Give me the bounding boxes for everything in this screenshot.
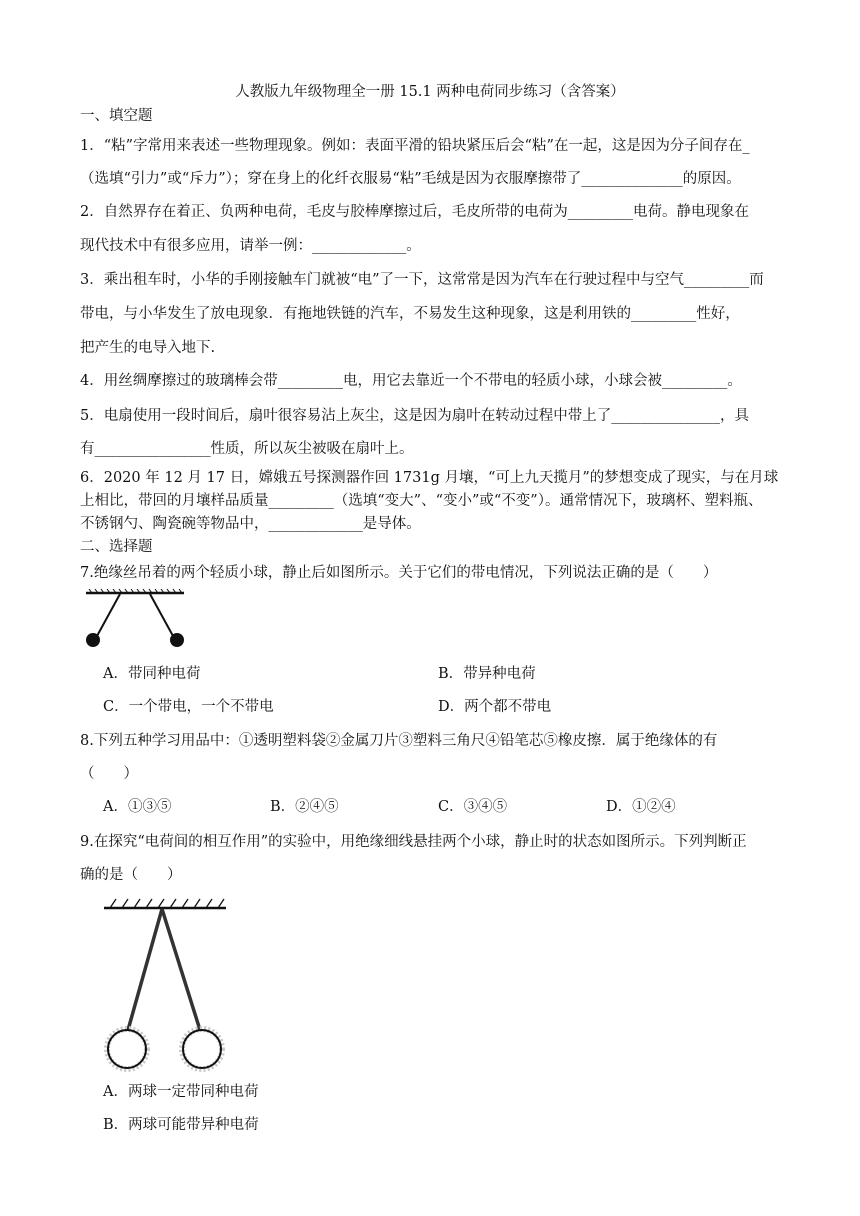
question-8-line-1: 8.下列五种学习用品中：①透明塑料袋②金属刀片③塑料三角尺④铅笔芯⑤橡皮擦．属于绝缘体的有 <box>80 733 718 749</box>
question-9-line-2: 确的是（ ） <box>80 867 182 883</box>
question-7-option-d: D．两个都不带电 <box>438 699 552 715</box>
question-3-line-1: 3．乘出租车时，小华的手刚接触车门就被“电”了一下，这常常是因为汽车在行驶过程中与空气_________而 <box>80 272 764 288</box>
question-1-line-2: （选填“引力”或“斥力”）；穿在身上的化纤衣服易“粘”毛绒是因为衣服摩擦带了______________的原因。 <box>80 171 741 187</box>
document-title: 人教版九年级物理全一册 15.1 两种电荷同步练习（含答案） <box>235 84 625 100</box>
question-7-option-b: B．带异种电荷 <box>438 666 536 682</box>
question-6-line-2: 上相比，带回的月壤样品质量_________（选填“变大”、“变小”或“不变”）。通常情况下，玻璃杯、塑料瓶、 <box>80 493 763 509</box>
question-5-line-1: 5．电扇使用一段时间后，扇叶很容易沾上灰尘，这是因为扇叶在转动过程中带上了_______________，具 <box>80 408 749 424</box>
question-3-line-3: 把产生的电导入地下. <box>80 340 216 356</box>
question-4: 4．用丝绸摩擦过的玻璃棒会带_________电，用它去靠近一个不带电的轻质小球，小球会被_________。 <box>80 373 742 389</box>
two-balls-diagram-1 <box>80 588 190 652</box>
two-balls-diagram-2 <box>100 896 230 1072</box>
question-9-option-b: B．两球可能带异种电荷 <box>103 1117 259 1133</box>
question-7-option-c: C．一个带电，一个不带电 <box>103 699 274 715</box>
question-8-option-d: D．①②④ <box>606 799 676 815</box>
question-6-line-3: 不锈钢勺、陶瓷碗等物品中，_____________是导体。 <box>80 516 421 532</box>
question-1-line-1: 1．“粘”字常用来表述一些物理现象。例如：表面平滑的铅块紧压后会“粘”在一起，这是因为分子间存在_ <box>80 138 750 154</box>
question-8-option-b: B．②④⑤ <box>270 799 339 815</box>
question-6-line-1: 6．2020 年 12 月 17 日，嫦娥五号探测器作回 1731g 月壤，“可上九天揽月”的梦想变成了现实，与在月球 <box>80 470 779 486</box>
section-fill-in: 一、填空题 <box>80 108 153 124</box>
question-8-option-c: C．③④⑤ <box>438 799 508 815</box>
question-2-line-2: 现代技术中有很多应用，请举一例：_____________。 <box>80 238 421 254</box>
section-multiple-choice: 二、选择题 <box>80 539 153 555</box>
question-5-line-2: 有________________性质，所以灰尘被吸在扇叶上。 <box>80 441 414 457</box>
question-3-line-2: 带电，与小华发生了放电现象．有拖地铁链的汽车，不易发生这种现象，这是利用铁的_________性好， <box>80 306 740 322</box>
question-8-line-2: （ ） <box>80 766 138 782</box>
question-9-option-a: A．两球一定带同种电荷 <box>103 1084 259 1100</box>
question-7: 7.绝缘丝吊着的两个轻质小球，静止后如图所示。关于它们的带电情况，下列说法正确的是（ ） <box>80 565 718 581</box>
question-8-option-a: A．①③⑤ <box>103 799 172 815</box>
question-9-line-1: 9.在探究“电荷间的相互作用”的实验中，用绝缘细线悬挂两个小球，静止时的状态如图所示。下列判断正 <box>80 834 747 850</box>
question-2-line-1: 2．自然界存在着正、负两种电荷，毛皮与胶棒摩擦过后，毛皮所带的电荷为_________电荷。静电现象在 <box>80 204 749 220</box>
question-7-option-a: A．带同种电荷 <box>103 666 201 682</box>
